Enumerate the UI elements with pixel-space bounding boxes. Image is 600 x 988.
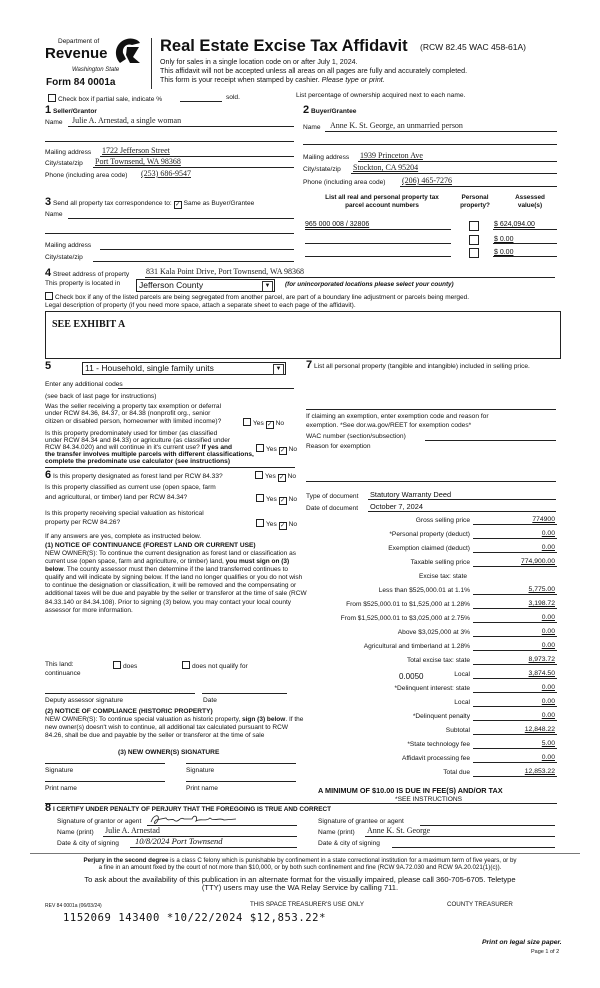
- section-number: 6: [45, 469, 52, 481]
- additional-codes-field[interactable]: [118, 388, 294, 389]
- underline: [45, 233, 294, 234]
- current-use-yes-no: [256, 494, 297, 505]
- buyer-heading: [303, 106, 356, 116]
- logo-revenue: Revenue: [45, 45, 108, 62]
- notice-bold: sign (3) below: [242, 716, 286, 723]
- property-heading: [45, 269, 129, 279]
- calc-label: *Delinquent penalty: [412, 713, 470, 720]
- yes-label: Yes: [253, 420, 264, 427]
- no-checkbox[interactable]: ✓: [267, 422, 273, 428]
- same-as-buyer-label: Same as Buyer/Grantee: [183, 200, 255, 207]
- certify-text: I CERTIFY UNDER PENALTY OF PERJURY THAT THE FOREGOING IS TRUE AND CORRECT: [52, 806, 331, 813]
- corr-name-field[interactable]: [68, 218, 294, 219]
- section-number: 5: [45, 360, 52, 372]
- section-number: 3: [45, 196, 52, 208]
- local-rate-field[interactable]: 0.0050: [399, 672, 424, 681]
- underline: [473, 538, 557, 539]
- corr-city-field[interactable]: [93, 261, 294, 262]
- partial-sale-row: [48, 94, 162, 104]
- section-title: Buyer/Grantee: [310, 108, 357, 115]
- yes-label: Yes: [266, 446, 277, 453]
- signature-label: Signature: [186, 767, 215, 774]
- corr-mail-field[interactable]: [100, 249, 294, 250]
- yes-checkbox[interactable]: [255, 471, 263, 479]
- no-label: No: [275, 420, 285, 427]
- title-rcw: (RCW 82.45 WAC 458-61A): [420, 42, 526, 52]
- no-checkbox[interactable]: ✓: [280, 523, 286, 529]
- calc-value-field[interactable]: 12,848.22: [524, 726, 555, 733]
- underline: [473, 552, 557, 553]
- deputy-signature-label: Deputy assessor signature: [45, 697, 124, 704]
- legal-description-value: SEE EXHIBIT A: [52, 319, 126, 330]
- compliance-notice-title: (2) NOTICE OF COMPLIANCE (HISTORIC PROPERTY): [45, 708, 213, 715]
- calc-value-field[interactable]: 0.00: [541, 628, 555, 635]
- this-land-label: This land:: [45, 661, 74, 668]
- buyer-phone-field[interactable]: (206) 465-7276: [402, 176, 452, 185]
- county-note: (for unincorporated locations please select your county): [285, 281, 454, 288]
- underline: [45, 141, 294, 142]
- personal-property-checkbox[interactable]: [469, 235, 479, 245]
- alt-format-line-1: To ask about the availability of this publication in an alternate format for the visually impaired, please call 360-705-6705. Teletype: [84, 875, 516, 884]
- legal-description-label: Legal description of property (if you need more space, attach a separate sheet to each page of the affidavit).: [45, 302, 356, 309]
- logo-state: Washington State: [72, 67, 120, 73]
- calc-label: *Delinquent interest: state: [394, 685, 470, 692]
- perjury-text: is a class C felony which is punishable by confinement in a state correctional institution for a maximum term of five years, or by: [168, 857, 517, 864]
- underline: [473, 650, 557, 651]
- historic-question: Is this property receiving special valuation as historical: [45, 510, 204, 517]
- timber-yes-no: [256, 444, 297, 455]
- grantor-date-label: Date & city of signing: [57, 840, 119, 847]
- segregate-checkbox[interactable]: [45, 292, 53, 300]
- correspondence-label: Send all property tax correspondence to:: [52, 200, 172, 207]
- exemption-yes-no: [243, 418, 284, 429]
- personal-header: Personal: [461, 194, 489, 201]
- seller-city-label: City/state/zip: [45, 160, 83, 167]
- calc-value-field[interactable]: 0.00: [541, 530, 555, 537]
- buyer-city-label: City/state/zip: [303, 166, 341, 173]
- alt-format-line-2: (TTY) users may use the WA Relay Service by calling 711.: [201, 883, 399, 892]
- doc-type-label: Type of document: [306, 493, 359, 500]
- legal-paper-note: Print on legal size paper.: [482, 939, 562, 946]
- grantor-signature-field[interactable]: [147, 825, 297, 826]
- does-not-checkbox[interactable]: [182, 661, 190, 669]
- grantor-signature-label: Signature of grantor or agent: [57, 818, 142, 825]
- section-number: 8: [45, 802, 52, 814]
- partial-sale-label: Check box if partial sale, indicate %: [58, 96, 163, 103]
- partial-pct-field[interactable]: [180, 101, 222, 102]
- form-number: Form 84 0001a: [46, 77, 116, 88]
- yes-checkbox[interactable]: [256, 494, 264, 502]
- treasurer-stamp: 1152069 143400 *10/22/2024 $12,853.22*: [63, 912, 327, 924]
- calc-label: Taxable selling price: [410, 559, 470, 566]
- additional-codes-label: Enter any additional codes: [45, 381, 123, 388]
- underline: [351, 173, 557, 174]
- assessed-value-field[interactable]: $ 624,094.00: [494, 221, 535, 228]
- yes-checkbox[interactable]: [243, 418, 251, 426]
- underline: [473, 664, 557, 665]
- underline: [493, 243, 557, 244]
- grantor-name-field[interactable]: Julie A. Arnestad: [105, 826, 160, 835]
- see-instructions-note: *SEE INSTRUCTIONS: [395, 796, 463, 803]
- calc-value-field[interactable]: 774900: [532, 516, 555, 523]
- dropdown-arrow-icon: ▼: [262, 281, 273, 292]
- underline: [365, 836, 555, 837]
- yes-label: Yes: [265, 473, 276, 480]
- county-value: Jefferson County: [139, 280, 204, 290]
- calc-label: Total due: [443, 769, 470, 776]
- underline: [325, 131, 557, 132]
- underline: [473, 622, 557, 623]
- doc-date-label: Date of document: [306, 505, 359, 512]
- buyer-mail-field[interactable]: 1939 Princeton Ave: [360, 151, 423, 160]
- does-option: [113, 661, 137, 671]
- calc-label: Subtotal: [445, 727, 470, 734]
- calc-label: Less than $525,000.01 at 1.1%: [378, 587, 470, 594]
- seller-name-field[interactable]: Julie A. Arnestad, a single woman: [72, 116, 182, 125]
- grantee-signature-field[interactable]: [420, 825, 555, 826]
- calc-label: Local: [454, 671, 470, 678]
- personal-header: property?: [460, 202, 490, 209]
- calc-value-field[interactable]: 0.00: [541, 754, 555, 761]
- calc-label: From $525,000.01 to $1,525,000 at 1.28%: [346, 601, 470, 608]
- reason-label: Reason for exemption: [306, 443, 371, 450]
- underline: [130, 847, 297, 848]
- underline: [93, 167, 294, 168]
- seller-mail-field[interactable]: 1722 Jefferson Street: [102, 146, 170, 155]
- exemption-instructions: exemption. *See dor.wa.gov/REET for exemption codes*: [306, 422, 472, 429]
- underline: [305, 229, 451, 230]
- does-not-option: [182, 661, 248, 671]
- no-checkbox[interactable]: ✓: [279, 475, 285, 481]
- section-number: 4: [45, 267, 52, 279]
- underline: [368, 499, 556, 500]
- calc-label: Agricultural and timberland at 1.28%: [363, 643, 470, 650]
- buyer-name-field[interactable]: Anne K. St. George, an unmarried person: [330, 121, 463, 130]
- underline: [303, 144, 557, 145]
- segregate-row: [45, 292, 469, 302]
- assessed-value-field[interactable]: $ 0.00: [494, 249, 514, 256]
- deputy-date-label: Date: [203, 697, 217, 704]
- deputy-date-field[interactable]: [202, 693, 287, 694]
- seller-name-label: Name: [45, 119, 63, 126]
- street-address-label: Street address of property: [52, 271, 130, 278]
- seller-mail-label: Mailing address: [45, 149, 92, 156]
- underline: [473, 524, 557, 525]
- does-checkbox[interactable]: [113, 661, 121, 669]
- yes-label: Yes: [266, 496, 277, 503]
- no-label: No: [287, 473, 297, 480]
- section-number: 7: [306, 359, 313, 371]
- assessed-header: Assessed: [515, 194, 545, 201]
- exemption-question: under RCW 84.36, 84.37, or 84.38 (nonprofit org., senior: [45, 410, 211, 417]
- calc-value-field[interactable]: 5,775.00: [528, 586, 555, 593]
- doc-date-field[interactable]: October 7, 2024: [370, 502, 424, 511]
- calc-label: From $1,525,000.01 to $3,025,000 at 2.75%: [340, 615, 470, 622]
- new-owner-signature-1[interactable]: [45, 763, 165, 764]
- underline: [473, 720, 557, 721]
- underline: [358, 161, 557, 162]
- does-not-label: does not qualify for: [192, 663, 248, 670]
- assessed-value-field[interactable]: $ 0.00: [494, 236, 514, 243]
- calc-label: *State technology fee: [407, 741, 470, 748]
- no-label: No: [288, 446, 298, 453]
- sold-label: sold.: [226, 94, 240, 101]
- does-label: does: [123, 663, 138, 670]
- seller-phone-label: Phone (including area code): [45, 172, 128, 179]
- calc-label: Local: [454, 699, 470, 706]
- street-address-field[interactable]: 831 Kala Point Drive, Port Townsend, WA 98368: [146, 267, 305, 276]
- new-owner-signature-title: (3) NEW OWNER(S) SIGNATURE: [118, 749, 220, 756]
- calc-value-field[interactable]: 5.00: [541, 740, 555, 747]
- grantor-date-field[interactable]: 10/8/2024 Port Townsend: [135, 836, 223, 846]
- if-any-yes-note: If any answers are yes, complete as instructed below.: [45, 533, 202, 540]
- receipt-note: This form is your receipt when stamped by cashier.: [160, 76, 322, 84]
- yes-checkbox[interactable]: [256, 444, 264, 452]
- continuance-label: continuance: [45, 670, 81, 677]
- underline: [473, 734, 557, 735]
- parcel-header: List all real and personal property tax: [325, 194, 439, 201]
- calc-label: Total excise tax: state: [406, 657, 470, 664]
- calc-label: Gross selling price: [415, 517, 470, 524]
- calc-value-field[interactable]: 0.00: [541, 642, 555, 649]
- section-number: 1: [45, 104, 52, 116]
- underline: [145, 277, 555, 278]
- grantee-name-field[interactable]: Anne K. St. George: [367, 826, 431, 835]
- personal-property-checkbox[interactable]: [469, 248, 479, 258]
- section-number: 2: [303, 104, 310, 116]
- continuance-notice-title: (1) NOTICE OF CONTINUANCE (FOREST LAND OR CURRENT USE): [45, 542, 256, 549]
- codes-instructions: (see back of last page for instructions): [45, 393, 157, 400]
- parcel-number-field[interactable]: [305, 256, 451, 257]
- exemption-question: Was the seller receiving a property tax exemption or deferral: [45, 403, 222, 410]
- divider: [30, 853, 580, 854]
- parcel-number-field[interactable]: [305, 243, 451, 244]
- corr-name-label: Name: [45, 211, 63, 218]
- list-percentage-note: List percentage of ownership acquired next to each name.: [296, 92, 466, 99]
- parcel-number-field[interactable]: 965 000 008 / 32806: [305, 221, 370, 228]
- new-owner-signature-2[interactable]: [186, 763, 296, 764]
- current-use-question: and agricultural, or timber) land per RCW 84.34?: [45, 494, 188, 501]
- underline: [473, 608, 557, 609]
- perjury-bold: Perjury in the second degree: [83, 857, 169, 864]
- seller-heading: [45, 106, 97, 116]
- print-name-label: Print name: [186, 785, 218, 792]
- timber-text: RCW 84.34.020) and will continue in it's current use?: [45, 444, 200, 451]
- segregate-label: Check box if any of the listed parcels are being segregated from another parcel, are part of a boundary line adjustment or parcels being merged.: [55, 294, 470, 301]
- forest-question: [45, 471, 223, 481]
- no-checkbox[interactable]: ✓: [280, 498, 286, 504]
- exemption-question: citizen or disabled person, homeowner with limited income)?: [45, 418, 222, 425]
- correspondence-heading: [45, 198, 254, 209]
- notice-text: . The county assessor must then determine if the land transferred continues to qualify and will indicate by signing below. If the land no longer qualifies or you do not wish to continue the designation or classification, it will be removed and the compensating or additional taxes will be due and payable by the seller or transferor at the time of sale (RCW 84.33.140 or 84.34.108). Prior to signing (3) below, you may contact your local county assessor for more information.: [45, 566, 307, 614]
- underline: [473, 762, 557, 763]
- notice-text: NEW OWNER(S): To continue special valuation as historic property,: [45, 716, 242, 723]
- header-line-2: This affidavit will not be accepted unless all areas on all pages are fully and accurately completed.: [160, 67, 468, 75]
- deputy-signature-field[interactable]: [45, 693, 195, 694]
- dor-logo-icon: [112, 37, 142, 65]
- calc-value-field[interactable]: 0.00: [541, 684, 555, 691]
- notice-text: . If the new owner(s) doesn't wish to continue, all additional tax calculated pursuant to RCW 84.26, shall be due and payable by the seller or transferor at the time of sale: [45, 716, 304, 740]
- timber-question: complete the predominate use calculator (see instructions): [45, 458, 231, 465]
- minimum-due-note: A MINIMUM OF $10.00 IS DUE IN FEE(S) AND/OR TAX: [318, 786, 503, 795]
- grantor-signature-image: [148, 812, 243, 826]
- calc-label: Excise tax: state: [418, 573, 467, 580]
- wac-field[interactable]: [425, 440, 556, 441]
- underline: [473, 706, 557, 707]
- calc-label: Affidavit processing fee: [401, 755, 470, 762]
- underline: [493, 229, 557, 230]
- no-label: No: [288, 521, 298, 528]
- dropdown-arrow-icon: ▼: [273, 364, 284, 375]
- underline: [400, 186, 557, 187]
- forest-yes-no: [255, 471, 296, 482]
- calc-value-field[interactable]: 0.00: [541, 614, 555, 621]
- land-use-value: 11 - Household, single family units: [85, 363, 214, 373]
- new-owner-print-1[interactable]: [45, 781, 165, 782]
- forest-text: Is this property designated as forest land per RCW 84.33?: [52, 473, 223, 480]
- header-line-1: Only for sales in a single location code on or after July 1, 2024.: [160, 58, 358, 66]
- assessed-header: value(s): [517, 202, 543, 209]
- header-line-3: [160, 76, 385, 84]
- header-divider: [151, 38, 152, 89]
- perjury-line-2: a fine in an amount fixed by the court of not more than $10,000, or by both such confinement and fine (RCW 9A.72.030 and RCW 9A.20.021(1)(c)).: [98, 864, 502, 871]
- grantor-name-label: Name (print): [57, 829, 94, 836]
- located-in-label: This property is located in: [45, 280, 121, 287]
- revision-label: REV 84 0001a (06/03/24): [45, 903, 102, 909]
- underline: [473, 692, 557, 693]
- historic-question: property per RCW 84.26?: [45, 519, 121, 526]
- page-title: Real Estate Excise Tax Affidavit: [160, 37, 408, 55]
- personal-property-heading: [306, 359, 566, 371]
- calc-value-field[interactable]: 3,198.72: [528, 600, 555, 607]
- calc-label: *Personal property (deduct): [389, 531, 470, 538]
- seller-city-field[interactable]: Port Townsend, WA 98368: [95, 157, 181, 166]
- underline: [473, 636, 557, 637]
- treasurer-use-label: THIS SPACE TREASURER'S USE ONLY: [250, 901, 364, 908]
- section-title: Seller/Grantor: [52, 108, 97, 115]
- personal-property-checkbox[interactable]: [469, 221, 479, 231]
- underline: [473, 594, 557, 595]
- county-treasurer-label: COUNTY TREASURER: [447, 901, 513, 908]
- land-use-select[interactable]: [82, 362, 286, 375]
- calc-value-field[interactable]: 8,973.72: [528, 656, 555, 663]
- calc-value-field[interactable]: 0.00: [541, 712, 555, 719]
- timber-question: under RCW 84.34 and 84.33) or agriculture (as classified under: [45, 437, 231, 444]
- current-use-question: Is this property classified as current use (open space, farm: [45, 484, 216, 491]
- notice-bold: you must sign on (3) below: [45, 558, 290, 574]
- buyer-name-label: Name: [303, 124, 321, 131]
- calc-label: Exemption claimed (deduct): [388, 545, 470, 552]
- grantee-name-label: Name (print): [318, 829, 355, 836]
- doc-type-field[interactable]: Statutory Warranty Deed: [370, 490, 452, 499]
- calc-value-field[interactable]: 12,853.22: [524, 768, 555, 775]
- underline: [368, 511, 556, 512]
- personal-property-label: List all personal property (tangible and intangible) included in selling price.: [313, 363, 530, 370]
- underline: [473, 566, 557, 567]
- calc-label: Above $3,025,000 at 3%: [397, 629, 470, 636]
- underline: [473, 748, 557, 749]
- signature-label: Signature: [45, 767, 74, 774]
- underline: [473, 678, 557, 679]
- perjury-line-1: [84, 857, 517, 864]
- timber-question: Is this property predominately used for timber (as classified: [45, 430, 218, 437]
- grantee-signature-label: Signature of grantee or agent: [318, 818, 404, 825]
- county-select[interactable]: [136, 279, 275, 292]
- timber-bold: If yes and: [201, 444, 233, 451]
- corr-city-label: City/state/zip: [45, 254, 83, 261]
- personal-property-field[interactable]: [306, 409, 556, 410]
- divider: [45, 467, 295, 468]
- corr-mail-label: Mailing address: [45, 242, 92, 249]
- seller-phone-field[interactable]: (253) 686-9547: [141, 169, 191, 178]
- calc-value-field[interactable]: 0.00: [541, 544, 555, 551]
- calc-value-field[interactable]: 0.00: [541, 698, 555, 705]
- grantee-date-field[interactable]: [392, 847, 555, 848]
- exemption-instructions: If claiming an exemption, enter exemption code and reason for: [306, 413, 489, 420]
- legal-description-field[interactable]: [45, 311, 561, 359]
- logo-dept: Department of: [58, 38, 100, 45]
- notice-text: NEW OWNER(S): To continue the current designation as forest land or classification as current use (open space, farm and agriculture, or timber) land,: [45, 550, 296, 566]
- same-as-buyer-checkbox[interactable]: ✓: [175, 202, 181, 208]
- underline: [493, 256, 557, 257]
- no-label: No: [288, 496, 298, 503]
- underline: [473, 776, 557, 777]
- yes-label: Yes: [266, 521, 277, 528]
- buyer-city-field[interactable]: Stockton, CA 95204: [353, 163, 419, 172]
- type-or-print-note: Please type or print.: [321, 76, 385, 84]
- buyer-phone-label: Phone (including area code): [303, 179, 386, 186]
- wac-label: WAC number (section/subsection): [306, 433, 406, 440]
- partial-sale-checkbox[interactable]: [48, 94, 56, 102]
- calc-value-field[interactable]: 3,874.50: [528, 670, 555, 677]
- buyer-mail-label: Mailing address: [303, 154, 350, 161]
- calc-value-field[interactable]: 774,900.00: [520, 558, 555, 565]
- grantee-date-label: Date & city of signing: [318, 840, 380, 847]
- page-number: Page 1 of 2: [531, 949, 560, 955]
- no-checkbox[interactable]: ✓: [280, 448, 286, 454]
- reason-field[interactable]: [306, 481, 556, 482]
- print-name-label: Print name: [45, 785, 77, 792]
- underline: [68, 126, 294, 127]
- parcel-header: parcel account numbers: [345, 202, 419, 209]
- timber-question: the transfer involves multiple parcels with different classifications,: [45, 451, 254, 458]
- new-owner-print-2[interactable]: [186, 781, 296, 782]
